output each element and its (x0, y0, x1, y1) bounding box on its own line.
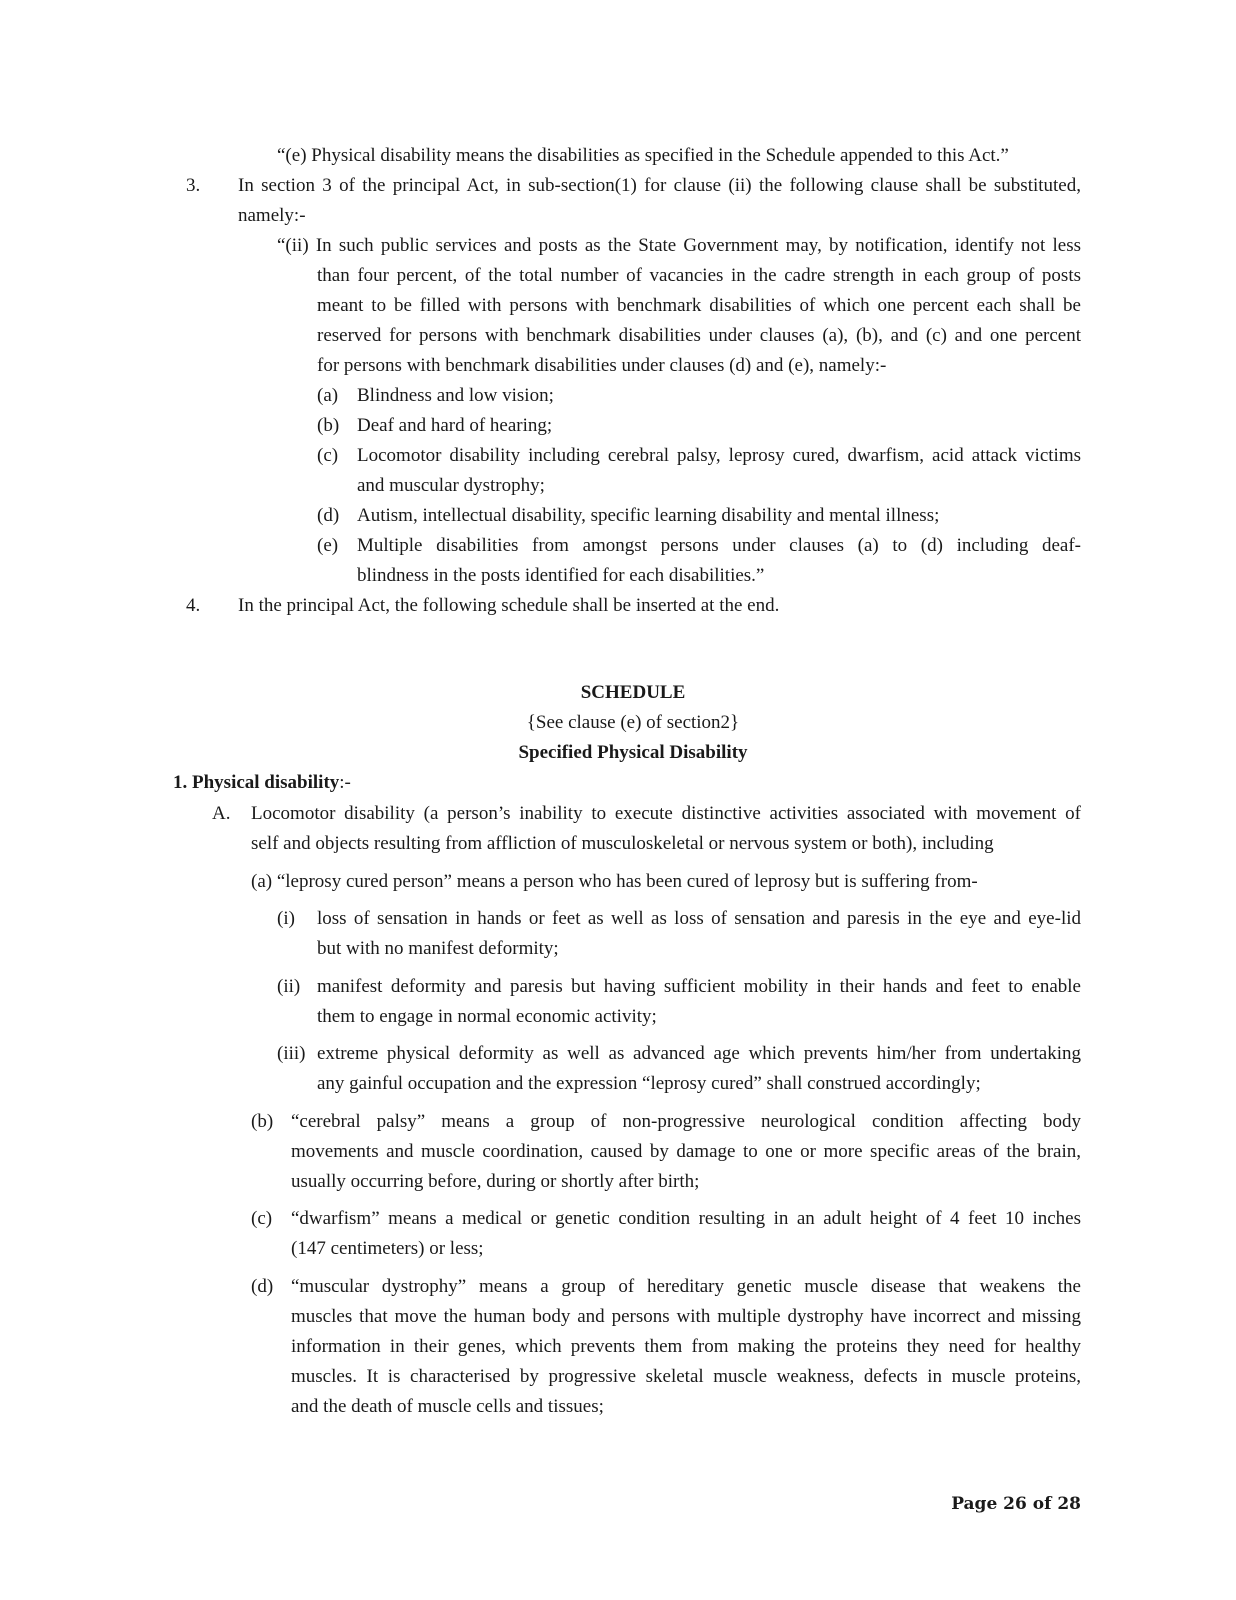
list-item-label: (b) (317, 415, 340, 436)
item-d-line4: muscles. It is characterised by progressive skeletal muscle weakness, defects in muscle proteins, (291, 1366, 1081, 1387)
subitem-text: but with no manifest deformity; (317, 938, 559, 959)
item-b-line2: movements and muscle coordination, caused by damage to one or more specific areas of the brain, (291, 1141, 1081, 1162)
list-item-text: Autism, intellectual disability, specific learning disability and mental illness; (357, 505, 940, 526)
list-item-text: blindness in the posts identified for each disabilities.” (357, 565, 765, 586)
item-d-label: (d) (251, 1276, 274, 1297)
schedule-reference: {See clause (e) of section2} (526, 712, 740, 733)
list-item-text: Deaf and hard of hearing; (357, 415, 553, 436)
schedule-subtitle: Specified Physical Disability (518, 742, 748, 763)
subitem-label: (ii) (277, 976, 301, 997)
item-d-line1: “muscular dystrophy” means a group of hereditary genetic muscle disease that weakens the (291, 1276, 1081, 1297)
list-item-text: and muscular dystrophy; (357, 475, 545, 496)
physical-disability-heading (173, 772, 351, 794)
section-3-number: 3. (186, 175, 201, 196)
item-A-line2: self and objects resulting from affliction of musculoskeletal or nervous system or both), including (251, 833, 994, 854)
list-item-text: Locomotor disability including cerebral palsy, leprosy cured, dwarfism, acid attack victims (357, 445, 1081, 466)
section-3-text-line1: In section 3 of the principal Act, in sub-section(1) for clause (ii) the following clause shall be substituted, (238, 175, 1081, 196)
item-a-leprosy: (a) “leprosy cured person” means a person who has been cured of leprosy but is suffering from- (251, 871, 978, 892)
item-c-label: (c) (251, 1208, 273, 1229)
section-2-clause-e: “(e) Physical disability means the disabilities as specified in the Schedule appended to this Act.” (277, 145, 1009, 166)
section-4-number: 4. (186, 595, 201, 616)
clause-ii-line5: for persons with benchmark disabilities under clauses (d) and (e), namely:- (317, 355, 887, 376)
clause-ii-line1: “(ii) In such public services and posts as the State Government may, by notification, identify not less (277, 235, 1081, 256)
item-c-line2: (147 centimeters) or less; (291, 1238, 484, 1259)
list-item-label: (e) (317, 535, 339, 556)
item-b-line3: usually occurring before, during or shortly after birth; (291, 1171, 700, 1192)
physical-disability-heading-suffix: :- (339, 772, 351, 793)
list-item-text: Multiple disabilities from amongst persons under clauses (a) to (d) including deaf- (357, 535, 1081, 556)
page-number: Page 26 of 28 (951, 1494, 1081, 1514)
physical-disability-heading-bold: 1. Physical disability (173, 772, 340, 793)
subitem-text: any gainful occupation and the expression “leprosy cured” shall construed accordingly; (317, 1073, 981, 1094)
subitem-text: loss of sensation in hands or feet as well as loss of sensation and paresis in the eye and eye-lid (317, 908, 1081, 929)
subitem-text: extreme physical deformity as well as advanced age which prevents him/her from undertaking (317, 1043, 1081, 1064)
section-3-text-line2: namely:- (238, 205, 306, 226)
clause-ii-line3: meant to be filled with persons with benchmark disabilities of which one percent each shall be (317, 295, 1081, 316)
item-d-line2: muscles that move the human body and persons with multiple dystrophy have incorrect and missing (291, 1306, 1081, 1327)
list-item-text: Blindness and low vision; (357, 385, 554, 406)
clause-ii-line4: reserved for persons with benchmark disabilities under clauses (a), (b), and (c) and one percent (317, 325, 1081, 346)
item-A-label: A. (212, 803, 231, 824)
item-d-line3: information in their genes, which prevents them from making the proteins they need for healthy (291, 1336, 1081, 1357)
item-c-line1: “dwarfism” means a medical or genetic condition resulting in an adult height of 4 feet 10 inches (291, 1208, 1081, 1229)
schedule-title: SCHEDULE (580, 682, 686, 703)
item-A-line1: Locomotor disability (a person’s inability to execute distinctive activities associated with movement of (251, 803, 1081, 824)
item-b-label: (b) (251, 1111, 274, 1132)
item-b-line1: “cerebral palsy” means a group of non-progressive neurological condition affecting body (291, 1111, 1081, 1132)
subitem-label: (i) (277, 908, 295, 929)
list-item-label: (d) (317, 505, 340, 526)
subitem-text: manifest deformity and paresis but having sufficient mobility in their hands and feet to enable (317, 976, 1081, 997)
section-4-text: In the principal Act, the following schedule shall be inserted at the end. (238, 595, 780, 616)
list-item-label: (c) (317, 445, 339, 466)
list-item-label: (a) (317, 385, 339, 406)
subitem-label: (iii) (277, 1043, 306, 1064)
subitem-text: them to engage in normal economic activity; (317, 1006, 657, 1027)
clause-ii-line2: than four percent, of the total number of vacancies in the cadre strength in each group of posts (317, 265, 1081, 286)
item-d-line5: and the death of muscle cells and tissues; (291, 1396, 604, 1417)
